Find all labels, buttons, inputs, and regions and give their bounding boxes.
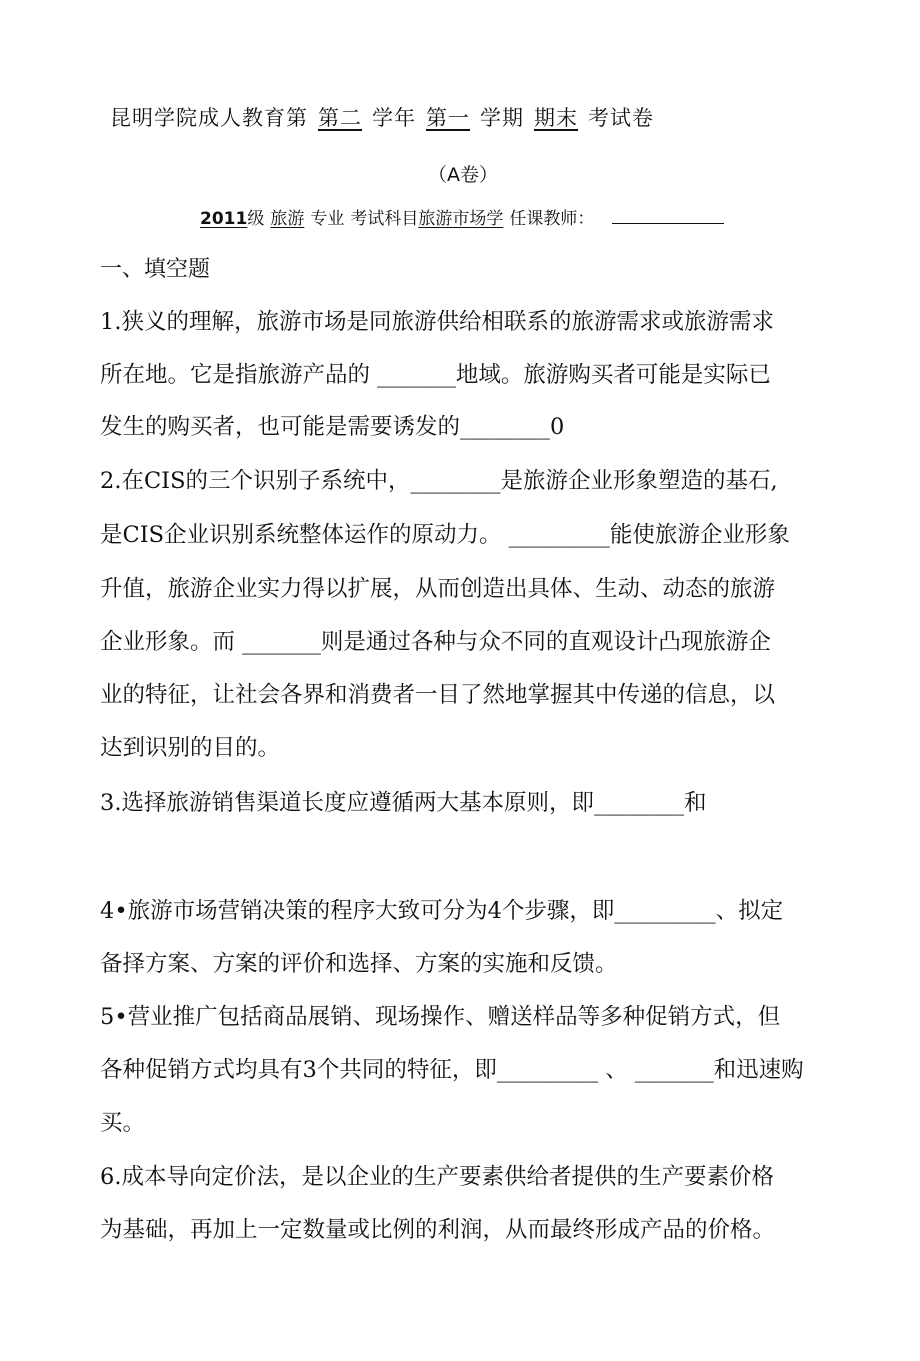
subject-label: 考试科目 xyxy=(350,209,419,229)
text-line: 各种促销方式均具有3个共同的特征，即_________ 、 _______和迅速购 xyxy=(100,1057,804,1083)
text-line: 5•营业推广包括商品展销、现场操作、赠送样品等多种促销方式，但 xyxy=(100,1004,781,1030)
text-line: 备择方案、方案的评价和选择、方案的实施和反馈。 xyxy=(100,951,618,977)
year-value: 第二 xyxy=(318,106,362,130)
text-line: 4•旅游市场营销决策的程序大致可分为4个步骤，即_________、拟定 xyxy=(100,898,784,924)
term-label: 学期 xyxy=(480,106,524,130)
text-line: 所在地。它是指旅游产品的 _______地域。旅游购买者可能是实际已 xyxy=(100,362,771,388)
major-value: 旅游 xyxy=(270,209,305,229)
text-line: 1.狭义的理解，旅游市场是同旅游供给相联系的旅游需求或旅游需求 xyxy=(100,309,774,335)
text-line: 买。 xyxy=(100,1110,146,1136)
text-line: 企业形象。而 _______则是通过各种与众不同的直观设计凸现旅游企 xyxy=(100,629,771,655)
text-line: 为基础，再加上一定数量或比例的利润，从而最终形成产品的价格。 xyxy=(100,1217,776,1243)
teacher-blank xyxy=(612,209,724,224)
section-title: 一、填空题 xyxy=(100,257,211,282)
text-line: 6.成本导向定价法，是以企业的生产要素供给者提供的生产要素价格 xyxy=(100,1164,774,1190)
subject-value: 旅游市场学 xyxy=(418,209,504,229)
exam-label: 考试卷 xyxy=(588,106,654,130)
grade-value: 2011 xyxy=(200,209,248,229)
grade-label: 级 xyxy=(247,209,265,229)
teacher-label: 任课教师： xyxy=(509,209,595,229)
text-line: 达到识别的目的。 xyxy=(100,735,281,761)
paper-label: （A卷） xyxy=(428,164,498,186)
course-info xyxy=(200,204,724,229)
text-line: 2.在CIS的三个识别子系统中，________是旅游企业形象塑造的基石, xyxy=(100,468,778,494)
exam-value: 期末 xyxy=(534,106,578,130)
major-label: 专业 xyxy=(310,209,345,229)
text-line: 升值，旅游企业实力得以扩展，从而创造出具体、生动、动态的旅游 xyxy=(100,576,776,602)
text-line: 发生的购买者，也可能是需要诱发的________0 xyxy=(100,414,565,440)
exam-title xyxy=(110,102,654,132)
text-line: 业的特征，让社会各界和消费者一目了然地掌握其中传递的信息，以 xyxy=(100,682,776,708)
text-line: 3.选择旅游销售渠道长度应遵循两大基本原则，即________和 xyxy=(100,790,707,816)
year-label: 学年 xyxy=(372,106,416,130)
text-line: 是CIS企业识别系统整体运作的原动力。 _________能使旅游企业形象 xyxy=(100,522,790,548)
title-prefix: 昆明学院成人教育第 xyxy=(110,106,308,130)
term-value: 第一 xyxy=(426,106,470,130)
